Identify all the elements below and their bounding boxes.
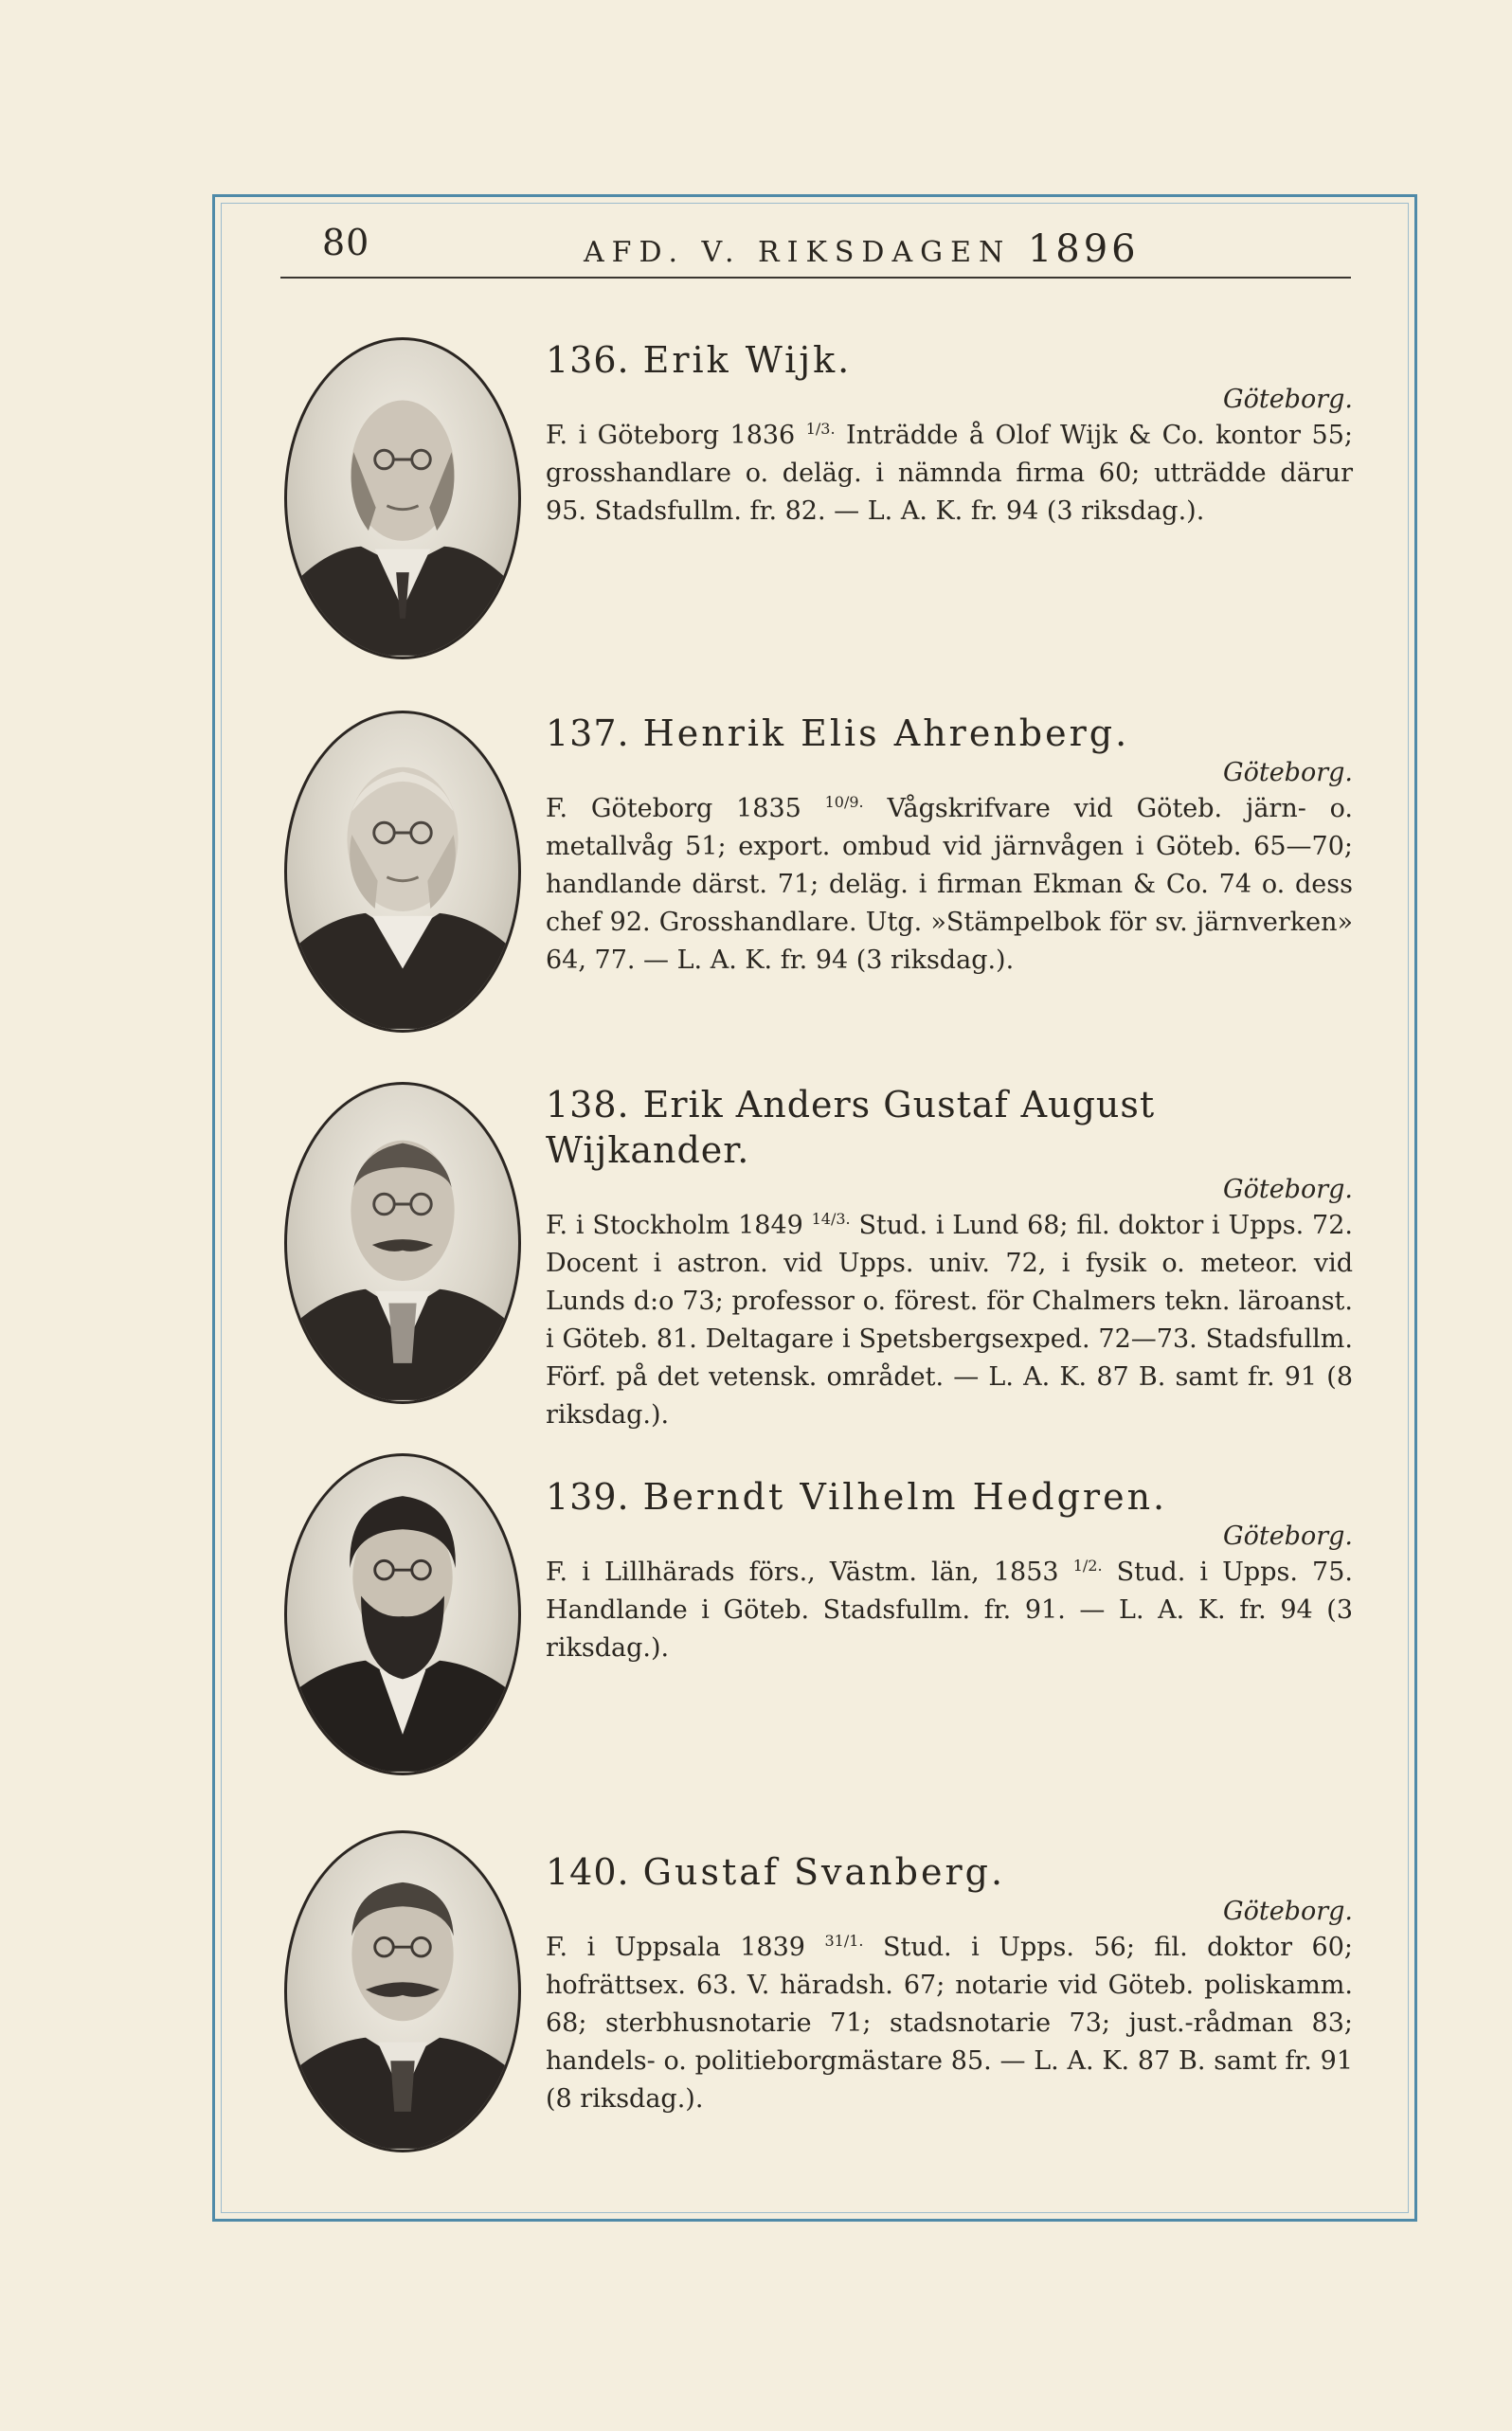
- entry-city: Göteborg.: [1223, 1897, 1353, 1926]
- portrait-gustaf-svanberg: [284, 1830, 521, 2152]
- entry-text: [546, 1830, 1353, 2118]
- entry-name: Erik Anders Gustaf August Wijkander.: [546, 1084, 1156, 1171]
- portrait-henrik-elis-ahrenberg: [284, 711, 521, 1033]
- entry-city: Göteborg.: [1223, 758, 1353, 787]
- entry-bio: F. i Lillhärads förs., Västm. län, 1853 $^{1/2.}$ Stud. i Upps. 75. Handlande i Göteb. Stadsfullm. fr. 91. — L. A. K. fr. 94 (3 riksdag.).: [546, 1557, 1353, 1663]
- entry-bio: F. i Göteborg 1836 $^{1/3.}$ Inträdde å Olof Wijk & Co. kontor 55; grosshandlare o. deläg. i nämnda firma 60; utträdde därur 95. Stadsfullm. fr. 82. — L. A. K. fr. 94 (3 riksdag.).: [546, 420, 1354, 526]
- entry-name: Henrik Elis Ahrenberg.: [642, 712, 1130, 754]
- entry-city: Göteborg.: [1223, 1522, 1353, 1551]
- running-title-year: 1896: [1027, 227, 1140, 271]
- entry-text: [546, 1082, 1353, 1434]
- entry-bio: F. Göteborg 1835 $^{10/9.}$ Vågskrifvare vid Göteb. järn- o. metallvåg 51; export. ombud vid järnvågen i Göteb. 65—70; handlande därst. 71; deläg. i firman Ekman & Co. 74 o. dess chef 92. Grosshandlare. Utg. »Stämpelbok för sv. järnverken» 64, 77. — L. A. K. fr. 94 (3 riksdag.).: [546, 793, 1353, 975]
- entry-number: 140.: [546, 1851, 630, 1893]
- entry-name: Berndt Vilhelm Hedgren.: [642, 1476, 1168, 1518]
- entry-text: [546, 337, 1353, 531]
- entry-name: Gustaf Svanberg.: [642, 1851, 1006, 1893]
- entry-number: 139.: [546, 1476, 630, 1518]
- entry-city: Göteborg.: [1223, 385, 1353, 414]
- running-head: [280, 220, 1351, 279]
- entry-text: [546, 711, 1353, 980]
- entry-number: 136.: [546, 339, 630, 381]
- page-number: 80: [322, 222, 370, 263]
- portrait-erik-wijkander: [284, 1082, 521, 1404]
- entry-bio: F. i Stockholm 1849 $^{14/3.}$ Stud. i Lund 68; fil. doktor i Upps. 72. Docent i astron. vid Upps. univ. 72, i fysik o. meteor. vid Lunds d:o 73; professor o. förest. för Chalmers tekn. läroanst. i Göteb. 81. Deltagare i Spetsbergsexped. 72—73. Stadsfullm. Förf. på det vetensk. området. — L. A. K. 87 B. samt fr. 91 (8 riksdag.).: [546, 1210, 1353, 1430]
- portrait-erik-wijk: [284, 337, 521, 659]
- running-title-text: AFD. V. RIKSDAGEN: [584, 236, 1012, 269]
- entry-number: 137.: [546, 712, 630, 754]
- entry-text: [546, 1453, 1353, 1667]
- entry-bio: F. i Uppsala 1839 $^{31/1.}$ Stud. i Upps. 56; fil. doktor 60; hofrättsex. 63. V. häradsh. 67; notarie vid Göteb. poliskamm. 68; sterbhusnotarie 71; stadsnotarie 73; just.-rådman 83; handels- o. politieborgmästare 85. — L. A. K. 87 B. samt fr. 91 (8 riksdag.).: [546, 1932, 1354, 2114]
- entry-name: Erik Wijk.: [642, 339, 853, 381]
- entry-number: 138.: [546, 1084, 630, 1125]
- running-title: [584, 227, 1140, 271]
- entry-city: Göteborg.: [1223, 1175, 1353, 1204]
- portrait-berndt-vilhelm-hedgren: [284, 1453, 521, 1775]
